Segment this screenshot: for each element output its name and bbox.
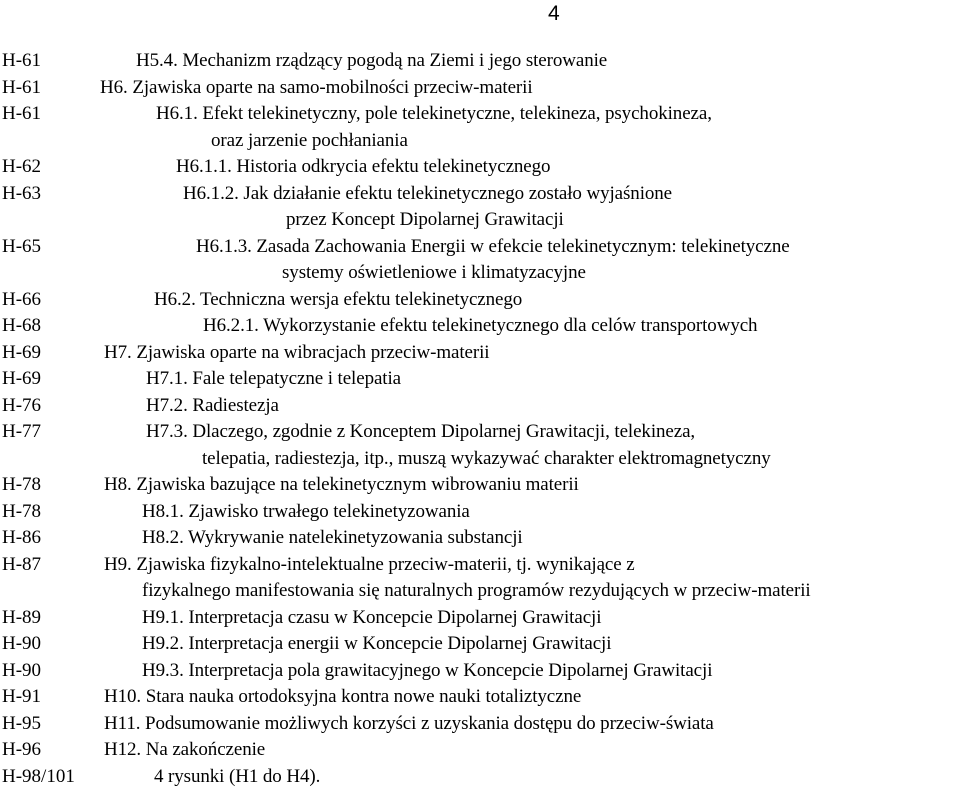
toc-page-ref: H-68 [2,315,42,336]
toc-entry [0,737,960,764]
toc-entry-title: H10. Stara nauka ortodoksyjna kontra nowe nauki totaliztyczne [104,686,582,707]
toc-entry [0,287,960,314]
toc-entry-title: 4 rysunki (H1 do H4). [154,765,321,787]
toc-entry [0,75,960,102]
toc-page-ref: H-86 [2,527,42,548]
toc-page-ref: H-89 [2,606,42,628]
toc-entry-title: H6.2.1. Wykorzystanie efektu telekinetycznego dla celów transportowych [203,315,758,336]
toc-entry [0,313,960,340]
toc-entry-title: H8.2. Wykrywanie natelekinetyzowania substancji [142,527,523,548]
toc-page-ref: H-62 [2,156,42,177]
toc-entry-title: H5.4. Mechanizm rządzący pogodą na Ziemi i jego sterowanie [136,50,608,71]
toc-page-ref: H-76 [2,394,42,416]
toc-entry [0,472,960,499]
toc-entry [0,499,960,526]
toc-entry [0,419,960,472]
toc-page-ref: H-87 [2,553,42,575]
toc-entry-title: H7.2. Radiestezja [146,394,279,416]
toc-entry [0,658,960,685]
toc-page-ref: H-77 [2,421,42,442]
toc-entry [0,684,960,711]
toc-page-ref: H-96 [2,739,42,760]
toc-entry-title: systemy oświetleniowe i klimatyzacyjne [282,262,586,283]
page-number: 4 [548,2,560,25]
toc-entry-title: H9.3. Interpretacja pola grawitacyjnego w Koncepcie Dipolarnej Grawitacji [142,659,713,681]
toc-entry [0,366,960,393]
toc-entry-title: przez Koncept Dipolarnej Grawitacji [286,209,564,230]
toc-entry-title: fizykalnego manifestowania się naturalnych programów rezydujących w przeciw-materii [142,580,811,601]
toc-entry [0,234,960,287]
toc-entry [0,393,960,420]
toc-entry-title: H6.1. Efekt telekinetyczny, pole telekinetyczne, telekineza, psychokineza, [156,103,712,124]
toc-entry-title: H12. Na zakończenie [104,739,266,760]
toc-entry [0,552,960,605]
toc-entry-title: H8.1. Zjawisko trwałego telekinetyzowania [142,500,470,522]
toc-page-ref: H-61 [2,76,42,98]
toc-page-ref: H-61 [2,50,42,71]
toc-entry-title: H6.2. Techniczna wersja efektu telekinetycznego [154,288,523,310]
toc-entry [0,48,960,75]
toc-entry [0,154,960,181]
toc-entry [0,631,960,658]
toc-page-ref: H-65 [2,235,42,257]
toc-page-ref: H-69 [2,368,42,389]
toc-entry-title: H6.1.1. Historia odkrycia efektu telekinetycznego [176,156,551,177]
toc-page-ref: H-61 [2,103,42,124]
toc-entry-title: H6. Zjawiska oparte na samo-mobilności przeciw-materii [100,76,533,98]
toc-entry-title: H9. Zjawiska fizykalno-intelektualne przeciw-materii, tj. wynikające z [104,553,635,575]
toc-entry-title: H9.1. Interpretacja czasu w Koncepcie Dipolarnej Grawitacji [142,606,602,628]
toc-entry [0,340,960,367]
toc-entry-title: H6.1.2. Jak działanie efektu telekinetycznego zostało wyjaśnione [183,182,673,204]
toc-entry-title: H7.1. Fale telepatyczne i telepatia [146,368,401,389]
toc-entry-title: H8. Zjawiska bazujące na telekinetycznym wibrowaniu materii [104,474,579,495]
toc-entry-title: oraz jarzenie pochłaniania [211,129,408,151]
toc-page-ref: H-98/101 [2,765,75,787]
toc-entry-title: H7. Zjawiska oparte na wibracjach przeciw-materii [104,341,490,363]
toc-entry [0,605,960,632]
toc-entry [0,181,960,234]
toc-entry-title: telepatia, radiestezja, itp., muszą wykazywać charakter elektromagnetyczny [202,447,771,469]
toc-entry-title: H11. Podsumowanie możliwych korzyści z uzyskania dostępu do przeciw-świata [104,712,714,734]
toc-page-ref: H-90 [2,659,42,681]
toc-page-ref: H-69 [2,341,42,363]
toc-entry [0,764,960,791]
toc-entry-title: H9.2. Interpretacja energii w Koncepcie Dipolarnej Grawitacji [142,633,612,654]
toc-entry-title: H7.3. Dlaczego, zgodnie z Konceptem Dipolarnej Grawitacji, telekineza, [146,421,696,442]
toc-page-ref: H-95 [2,712,42,734]
toc-page-ref: H-91 [2,686,42,707]
toc-page-ref: H-90 [2,633,42,654]
toc-entry-title: H6.1.3. Zasada Zachowania Energii w efekcie telekinetycznym: telekinetyczne [196,235,790,257]
toc-page-ref: H-66 [2,288,42,310]
toc-page-ref: H-78 [2,500,42,522]
toc-entry [0,101,960,154]
toc-page-ref: H-63 [2,182,42,204]
toc-entry [0,711,960,738]
toc-entry [0,525,960,552]
toc-page-ref: H-78 [2,474,42,495]
